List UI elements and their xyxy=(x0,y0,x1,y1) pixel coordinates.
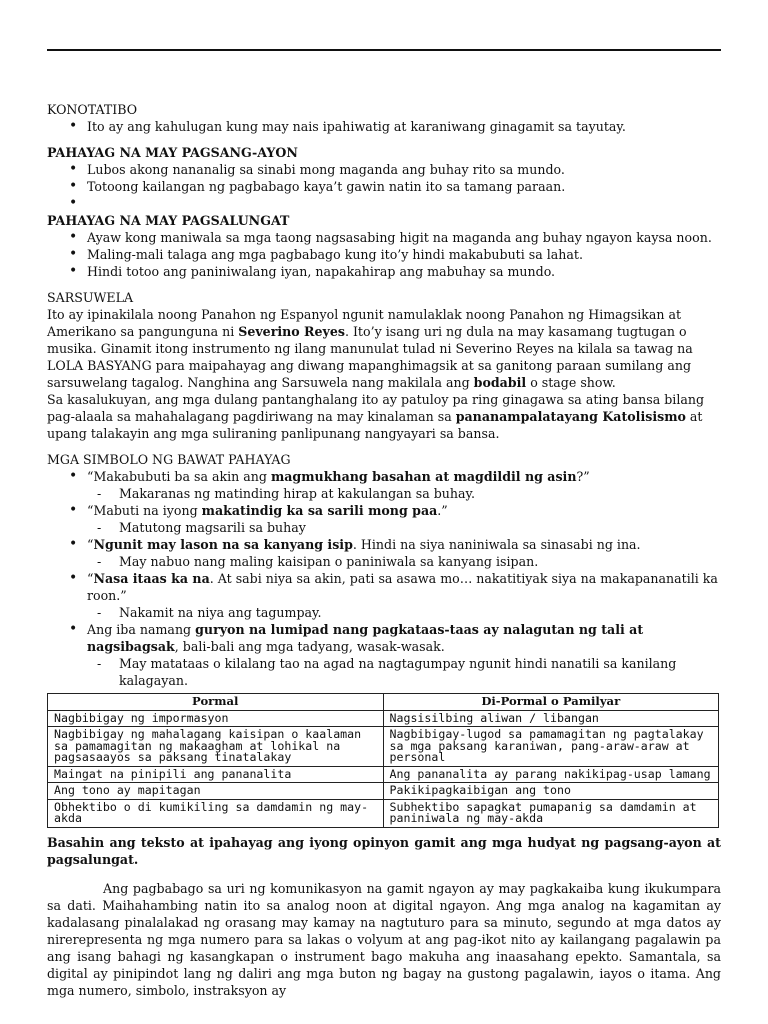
bold-text: Severino Reyes xyxy=(238,324,345,339)
text-run: Ito ay ipinakilala noong Panahon ng Espanyol ngunit namulaklak noong Panahon ng Himagsikan at Amerikano sa pangunguna ni xyxy=(47,307,682,339)
comparison-table xyxy=(47,693,719,828)
konotatibo-list xyxy=(47,118,721,135)
sarsuwela-heading: SARSUWELA xyxy=(47,290,134,305)
text-run: . At sabi niya sa akin, pati sa asawa mo… nakatitiyak siya na makapananatili ka roon.” xyxy=(87,571,718,603)
list-item xyxy=(47,570,721,621)
sub-item: - Makaranas ng matinding hirap at kakulangan sa buhay. xyxy=(47,485,721,502)
table-row xyxy=(48,710,719,727)
top-rule xyxy=(47,49,721,51)
table-cell: Subhektibo sapagkat pumapanig sa damdamin at paniniwala ng may-akda xyxy=(383,799,719,827)
text-run: .” xyxy=(437,503,448,518)
text-run: Ang iba namang xyxy=(87,622,196,637)
table-cell: Nagbibigay-lugod sa pamamagitan ng pagtalakay sa mga paksang karaniwan, pang-araw-araw at personal xyxy=(383,727,719,767)
sarsuwela-paragraph-1 xyxy=(47,306,721,391)
table-cell: Obhektibo o di kumikiling sa damdamin ng may-akda xyxy=(48,799,384,827)
bold-text: magmukhang basahan at magdildil ng asin xyxy=(270,469,577,484)
pagsalungat-heading: PAHAYAG NA MAY PAGSALUNGAT xyxy=(47,213,290,228)
table-row xyxy=(48,766,719,783)
text-run: “ xyxy=(87,571,94,586)
instruction-text: Basahin ang teksto at ipahayag ang iyong opinyon gamit ang mga hudyat ng pagsang-ayon at pagsalungat. xyxy=(47,834,721,867)
sub-item: - May matataas o kilalang tao na agad na nagtagumpay ngunit hindi nanatili sa kanilang kalagayan. xyxy=(47,655,721,689)
sub-item: - May nabuo nang maling kaisipan o paniniwala sa kanyang isipan. xyxy=(47,553,721,570)
list-item xyxy=(47,468,721,502)
text-run: . Hindi na siya naniniwala sa sinasabi ng ina. xyxy=(352,537,641,552)
table-cell: Maingat na pinipili ang pananalita xyxy=(48,766,384,783)
text-run: , bali-bali ang mga tadyang, wasak-wasak. xyxy=(174,639,445,654)
bold-text: Nasa itaas ka na xyxy=(93,571,210,586)
table-cell: Ang pananalita ay parang nakikipag-usap lamang xyxy=(383,766,719,783)
list-item: • Hindi totoo ang paniniwalang iyan, napakahirap ang mabuhay sa mundo. xyxy=(47,263,721,280)
pagsang-ayon-heading: PAHAYAG NA MAY PAGSANG-AYON xyxy=(47,145,298,160)
text-run: ?” xyxy=(576,469,590,484)
bold-text: guryon na lumipad nang pagkataas-taas ay nalagutan ng tali at nagsibagsak xyxy=(87,622,644,654)
list-item: • Maling-mali talaga ang mga pagbabago kung ito’y hindi makabubuti sa lahat. xyxy=(47,246,721,263)
column-header: Di-Pormal o Pamilyar xyxy=(383,694,719,711)
pagsalungat-list xyxy=(47,229,721,280)
table-row xyxy=(48,799,719,827)
text-run: “Mabuti na iyong xyxy=(87,503,202,518)
table-cell: Nagsisilbing aliwan / libangan xyxy=(383,710,719,727)
text-run: Sa kasalukuyan, ang mga dulang pantanghalang ito ay patuloy pa ring ginagawa sa ating bansa bilang pag-alaala sa mahahalagang pagdiriwang na may kinalaman sa xyxy=(47,392,705,424)
table-cell: Nagbibigay ng mahalagang kaisipan o kaalaman sa pamamagitan ng makaagham at lohikal na pagsasaayos sa paksang tinatalakay xyxy=(48,727,384,767)
sub-item: - Matutong magsarili sa buhay xyxy=(47,519,721,536)
simbolo-list xyxy=(47,468,721,689)
text-run: . Ito’y isang uri ng dula na may kasamang tugtugan o musika. Ginamit itong instrumento ng ilang manunulat tulad ni Severino Reyes na kilala sa tawag na LOLA BASYANG para maipahayag ang diwang mapanghimagsik at sa ganitong paraan sumilang ang sarsuwelang tagalog. Nanghina ang Sarsuwela nang makilala ang xyxy=(47,324,693,390)
table-cell: Nagbibigay ng impormasyon xyxy=(48,710,384,727)
column-header: Pormal xyxy=(48,694,384,711)
list-item: • Ayaw kong maniwala sa mga taong nagsasabing higit na maganda ang buhay ngayon kaysa noon. xyxy=(47,229,721,246)
sub-item: - Nakamit na niya ang tagumpay. xyxy=(47,604,721,621)
bold-text: Ngunit may lason na sa kanyang isip xyxy=(93,537,353,552)
pagsang-ayon-list xyxy=(47,161,721,212)
list-item: • Totoong kailangan ng pagbabago kaya’t gawin natin ito sa tamang paraan. xyxy=(47,178,721,195)
simbolo-heading: MGA SIMBOLO NG BAWAT PAHAYAG xyxy=(47,452,291,467)
bold-text: pananampalatayang Katolisismo xyxy=(455,409,686,424)
list-item xyxy=(47,195,721,212)
list-item xyxy=(47,502,721,536)
text-run: o stage show. xyxy=(526,375,616,390)
list-item xyxy=(47,621,721,689)
table-header-row xyxy=(48,694,719,711)
konotatibo-heading: KONOTATIBO xyxy=(47,102,138,117)
list-item: • Lubos akong nananalig sa sinabi mong maganda ang buhay rito sa mundo. xyxy=(47,161,721,178)
body-paragraph xyxy=(47,880,721,999)
bold-text: bodabil xyxy=(473,375,527,390)
text-run: Ang pagbabago sa uri ng komunikasyon na gamit ngayon ay may pagkakaiba kung ikukumpara sa dati. Maihahambing natin ito sa analog noon at digital ngayon. Ang mga analog na kagamitan ay kadalasang pinalalakad ng orasang may kamay na nagtuturo para sa minuto, segundo at mga datos ay nirerepresenta ng mga numero para sa lakas o volyum at ang pag-ikot nito ay kailangang pagalawin pa ang isang bahagi ng kasangkapan o instrument bago makuha ang inaasahang epekto. Samantala, sa digital ay pinipindot lang ng daliri ang mga buton ng bagay na gustong pagalawin, iayos o itama. Ang mga numero, simbolo, instraksyon ay xyxy=(47,880,721,998)
sarsuwela-paragraph-2 xyxy=(47,391,721,442)
text-run: “ xyxy=(87,537,94,552)
table-cell: Ang tono ay mapitagan xyxy=(48,783,384,800)
table-cell: Pakikipagkaibigan ang tono xyxy=(383,783,719,800)
text-run: at upang talakayin ang mga suliraning panlipunang nangyayari sa bansa. xyxy=(47,409,703,441)
text-run: “Makabubuti ba sa akin ang xyxy=(87,469,271,484)
list-item: • Ito ay ang kahulugan kung may nais ipahiwatig at karaniwang ginagamit sa tayutay. xyxy=(47,118,721,135)
bold-text: makatindig ka sa sarili mong paa xyxy=(201,503,438,518)
document-page xyxy=(47,101,721,999)
table-row xyxy=(48,783,719,800)
list-item xyxy=(47,536,721,570)
table-row xyxy=(48,727,719,767)
